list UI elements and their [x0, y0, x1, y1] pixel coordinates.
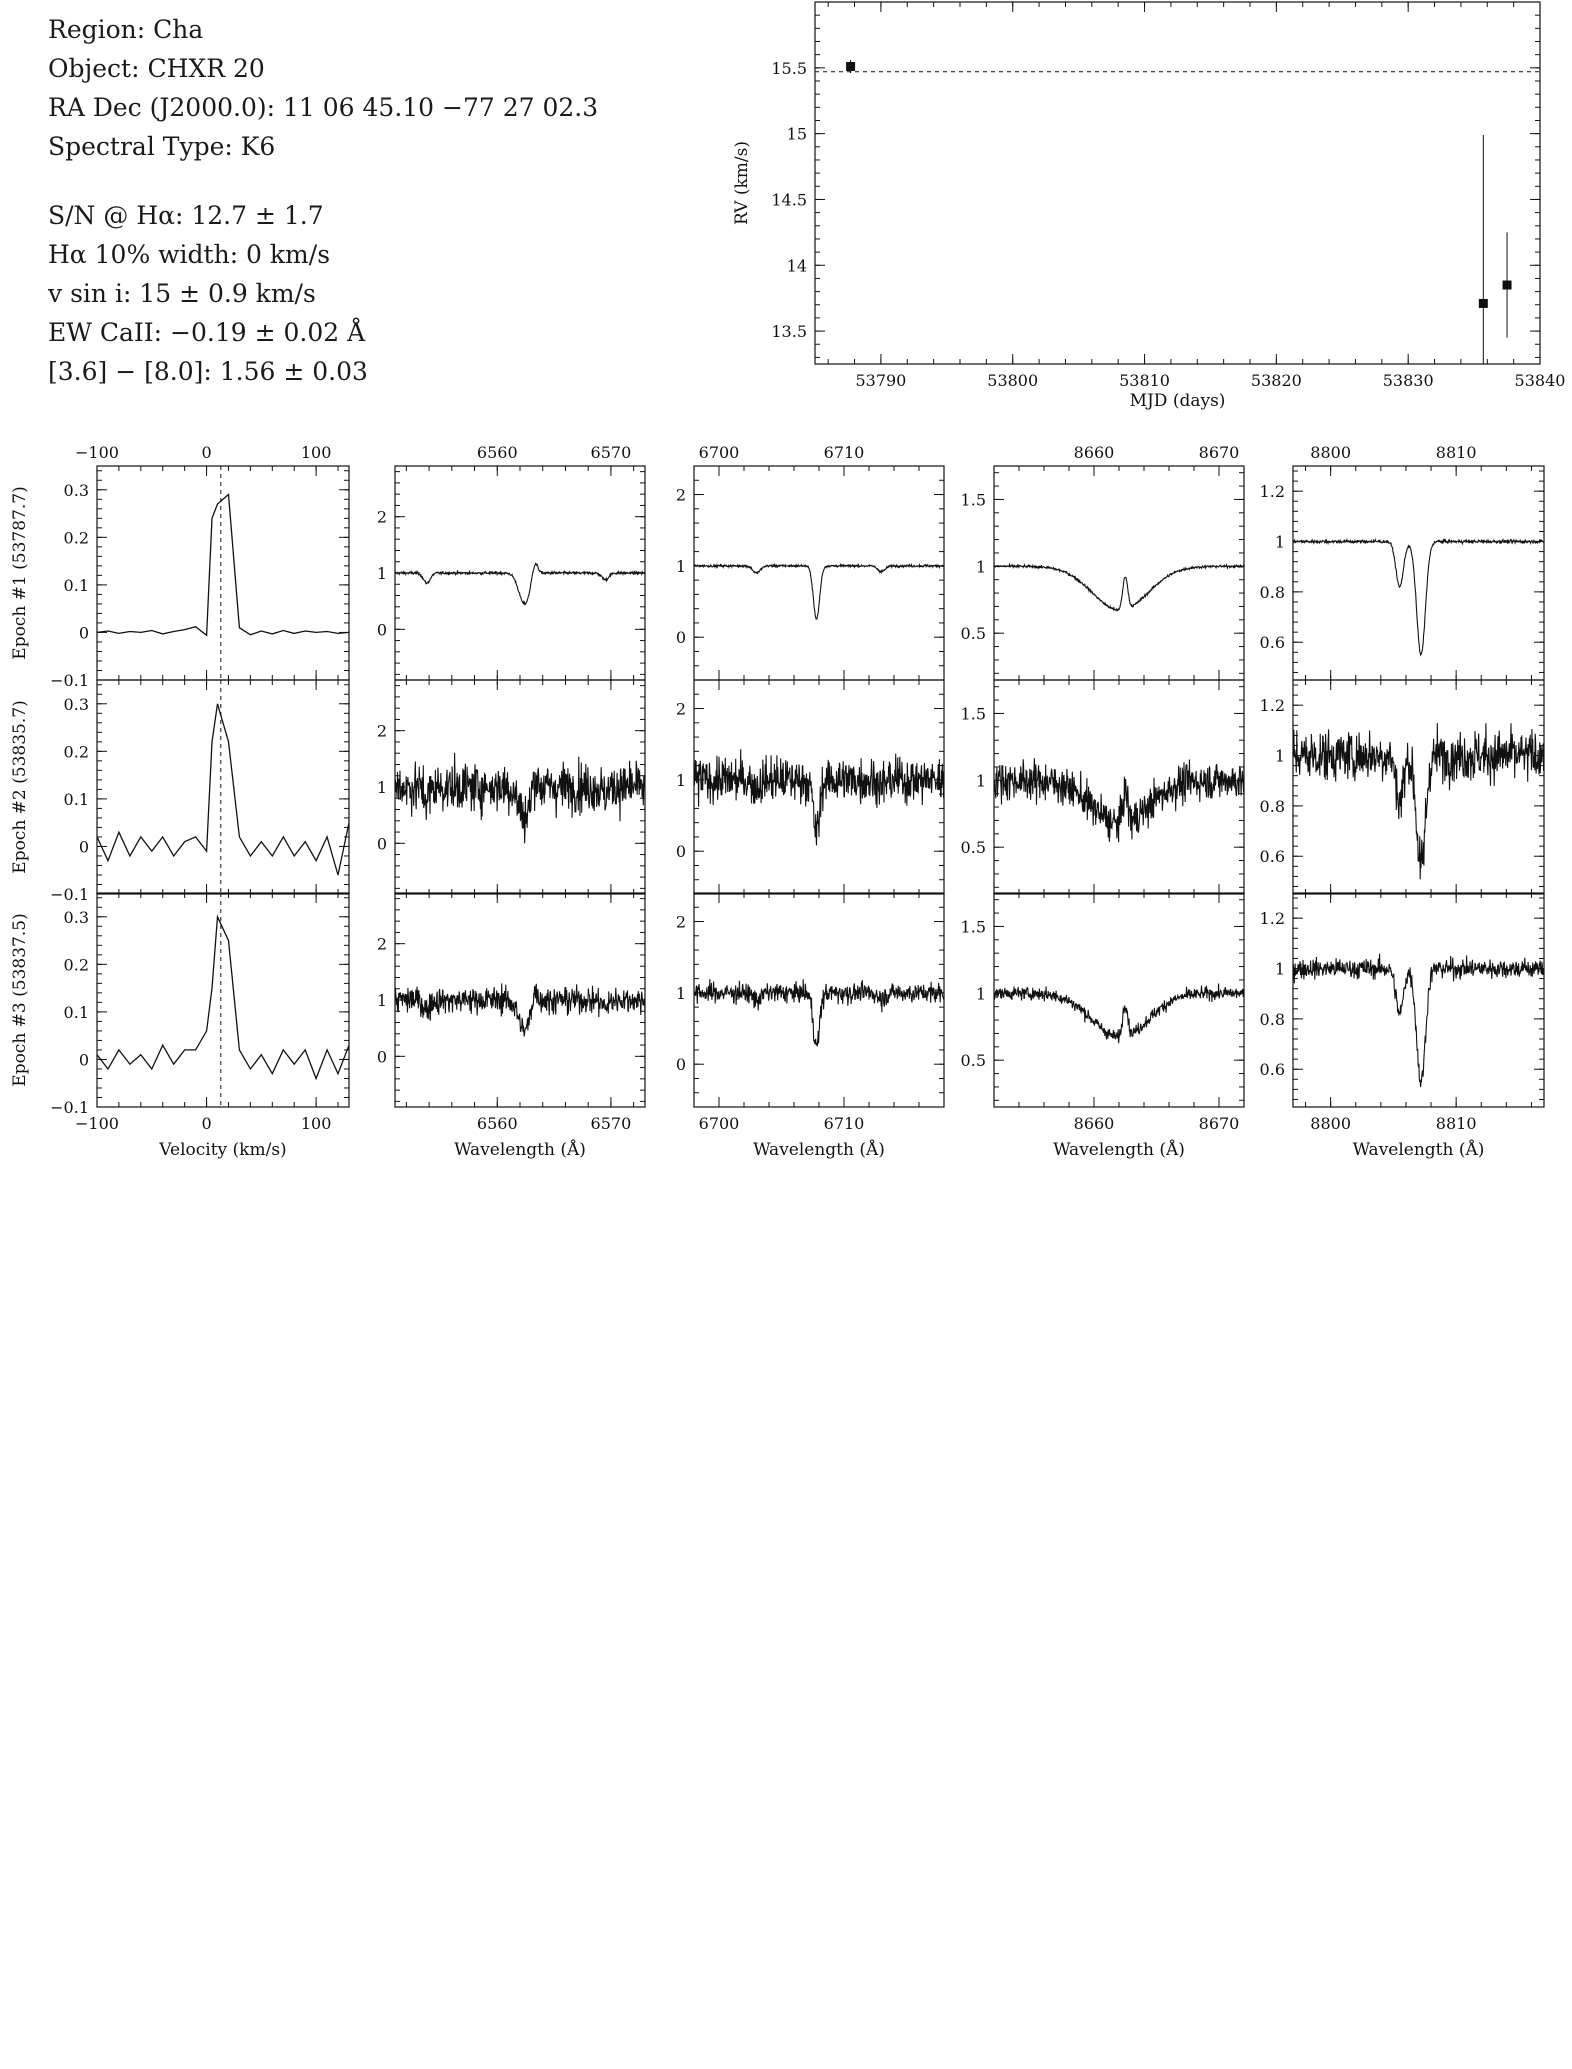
y-tick-label: 0: [675, 628, 686, 648]
x-tick-label: 6700: [698, 443, 740, 462]
object-label: Object: CHXR 20: [48, 54, 265, 83]
y-tick-label: 1: [975, 771, 986, 791]
y-tick-label: 0.6: [1259, 1060, 1285, 1080]
y-tick-label: 1: [675, 983, 686, 1003]
y-tick-label: −0.1: [50, 1098, 89, 1117]
y-tick-label: 0.5: [960, 1051, 986, 1071]
halpha-profile-line: [97, 495, 349, 636]
y-tick-label: 1.2: [1259, 482, 1285, 502]
wavelength-axis-label: Wavelength (Å): [753, 1140, 885, 1160]
x-tick-label: 6710: [823, 443, 865, 462]
halpha-panel-frame: [97, 680, 349, 894]
x-tick-label: 100: [300, 443, 332, 462]
y-tick-label: 15.5: [771, 58, 807, 78]
y-tick-label: 1: [1274, 746, 1285, 766]
halpha-width-label: Hα 10% width: 0 km/s: [48, 240, 331, 269]
x-tick-label: 8810: [1435, 443, 1477, 462]
epoch-label: Epoch #2 (53835.7): [10, 700, 30, 874]
y-tick-label: 1: [1274, 532, 1285, 552]
spectrum-line: [395, 563, 645, 604]
x-tick-label: 53830: [1382, 371, 1434, 390]
x-tick-label: −100: [75, 443, 119, 462]
y-tick-label: 0: [376, 1047, 387, 1067]
spectrum-panel-frame: [694, 466, 944, 680]
halpha-profile-line: [97, 917, 349, 1079]
y-tick-label: 0.1: [63, 789, 89, 809]
x-tick-label: 0: [201, 1114, 212, 1133]
region-label: Region: Cha: [48, 15, 204, 44]
x-tick-label: 53820: [1250, 371, 1302, 390]
spectrum-line: [1293, 539, 1544, 655]
y-tick-label: 0: [78, 1050, 89, 1070]
spectrum-line: [994, 984, 1244, 1044]
y-tick-label: 1.2: [1259, 909, 1285, 929]
y-tick-label: 14: [786, 256, 807, 276]
y-tick-label: 0.6: [1259, 847, 1285, 867]
x-tick-label: 6700: [698, 1114, 740, 1133]
y-tick-label: 1: [975, 557, 986, 577]
x-tick-label: 6710: [823, 1114, 865, 1133]
spectrum-line: [994, 565, 1244, 611]
y-tick-label: 0: [675, 842, 686, 862]
y-tick-label: 0.5: [960, 838, 986, 858]
rv-x-axis-label: MJD (days): [1129, 391, 1226, 411]
spectrum-line: [1293, 954, 1544, 1088]
halpha-panel-frame: [97, 466, 349, 680]
x-tick-label: 8800: [1310, 1114, 1352, 1133]
y-tick-label: 0.1: [63, 575, 89, 595]
y-tick-label: 0.2: [63, 955, 89, 975]
vsini-label: v sin i: 15 ± 0.9 km/s: [48, 279, 316, 308]
x-tick-label: 6560: [476, 1114, 518, 1133]
spectrum-panel-frame: [1293, 893, 1544, 1107]
x-tick-label: 6570: [590, 1114, 632, 1133]
y-tick-label: 0: [675, 1055, 686, 1075]
y-tick-label: 0.2: [63, 742, 89, 762]
x-tick-label: 8660: [1073, 443, 1115, 462]
x-tick-label: 53790: [855, 371, 907, 390]
y-tick-label: 1.5: [960, 490, 986, 510]
y-tick-label: 1: [1274, 959, 1285, 979]
rv-data-point: [846, 62, 855, 71]
x-tick-label: 8810: [1435, 1114, 1477, 1133]
x-tick-label: 0: [201, 443, 212, 462]
rv-y-axis-label: RV (km/s): [732, 140, 752, 226]
y-tick-label: 0.3: [63, 907, 89, 927]
y-tick-label: 0.8: [1259, 796, 1285, 816]
wavelength-axis-label: Wavelength (Å): [454, 1140, 586, 1160]
wavelength-axis-label: Wavelength (Å): [1053, 1140, 1185, 1160]
spectrum-line: [694, 564, 944, 619]
x-tick-label: 8670: [1198, 443, 1240, 462]
y-tick-label: 0.5: [960, 624, 986, 644]
y-tick-label: 1: [376, 564, 387, 583]
x-tick-label: 100: [300, 1114, 332, 1133]
y-tick-label: 0.8: [1259, 1009, 1285, 1029]
spectrum-line: [694, 979, 944, 1045]
y-tick-label: 0.8: [1259, 582, 1285, 602]
x-tick-label: 8670: [1198, 1114, 1240, 1133]
x-tick-label: 53840: [1514, 371, 1566, 390]
spectrum-panel-frame: [994, 466, 1244, 680]
y-tick-label: 13.5: [771, 322, 807, 342]
wavelength-axis-label: Wavelength (Å): [1352, 1140, 1485, 1160]
x-tick-label: 53810: [1119, 371, 1170, 390]
x-tick-label: −100: [75, 1114, 119, 1133]
y-tick-label: 0.3: [63, 480, 89, 500]
y-tick-label: 2: [675, 912, 686, 932]
y-tick-label: 2: [376, 721, 387, 741]
spectrum-line: [1293, 723, 1544, 879]
x-tick-label: 53800: [987, 371, 1039, 390]
halpha-profile-line: [97, 704, 349, 875]
x-tick-label: 6570: [590, 443, 632, 462]
y-tick-label: 0.2: [63, 528, 89, 548]
spectrum-panel-frame: [1293, 466, 1544, 680]
y-tick-label: 0.6: [1259, 633, 1285, 653]
y-tick-label: 0: [78, 623, 89, 643]
rv-data-point: [1503, 281, 1512, 290]
y-tick-label: 0: [376, 620, 387, 640]
sn-label: S/N @ Hα: 12.7 ± 1.7: [48, 201, 324, 230]
y-tick-label: 1.2: [1259, 696, 1285, 716]
spectrum-panel-frame: [395, 466, 645, 680]
y-tick-label: 0: [78, 837, 89, 857]
y-tick-label: 0.3: [63, 694, 89, 714]
y-tick-label: 1: [376, 778, 387, 797]
y-tick-label: 0: [376, 834, 387, 854]
y-tick-label: −0.1: [50, 885, 89, 904]
spectrum-panel-frame: [1293, 680, 1544, 894]
x-tick-label: 6560: [476, 443, 518, 462]
y-tick-label: 15: [786, 124, 807, 144]
spectral-type-label: Spectral Type: K6: [48, 132, 276, 161]
y-tick-label: 2: [376, 507, 387, 527]
spectrum-line: [694, 749, 944, 845]
rv-plot-frame: [815, 2, 1540, 364]
irac-color-label: [3.6] − [8.0]: 1.56 ± 0.03: [48, 357, 368, 386]
spectrum-line: [395, 983, 645, 1036]
y-tick-label: 1: [975, 984, 986, 1004]
y-tick-label: 1.5: [960, 917, 986, 937]
spectrum-line: [994, 758, 1244, 842]
epoch-label: Epoch #3 (53837.5): [10, 913, 30, 1087]
rv-data-point: [1479, 299, 1488, 308]
y-tick-label: −0.1: [50, 671, 89, 690]
y-tick-label: 14.5: [771, 190, 807, 210]
epoch-label: Epoch #1 (53787.7): [10, 486, 30, 660]
y-tick-label: 1.5: [960, 704, 986, 724]
x-tick-label: 8800: [1310, 443, 1352, 462]
spectrum-line: [395, 753, 645, 844]
y-tick-label: 2: [376, 934, 387, 954]
x-tick-label: 8660: [1073, 1114, 1115, 1133]
y-tick-label: 1: [675, 770, 686, 790]
y-tick-label: 1: [675, 556, 686, 576]
radec-label: RA Dec (J2000.0): 11 06 45.10 −77 27 02.3: [48, 93, 599, 122]
y-tick-label: 2: [675, 485, 686, 505]
y-tick-label: 2: [675, 699, 686, 719]
velocity-axis-label: Velocity (km/s): [159, 1140, 287, 1160]
ew-caii-label: EW CaII: −0.19 ± 0.02 Å: [48, 318, 366, 347]
y-tick-label: 0.1: [63, 1002, 89, 1022]
spectrum-panel-frame: [694, 893, 944, 1107]
halpha-panel-frame: [97, 893, 349, 1107]
y-tick-label: 1: [376, 991, 387, 1010]
